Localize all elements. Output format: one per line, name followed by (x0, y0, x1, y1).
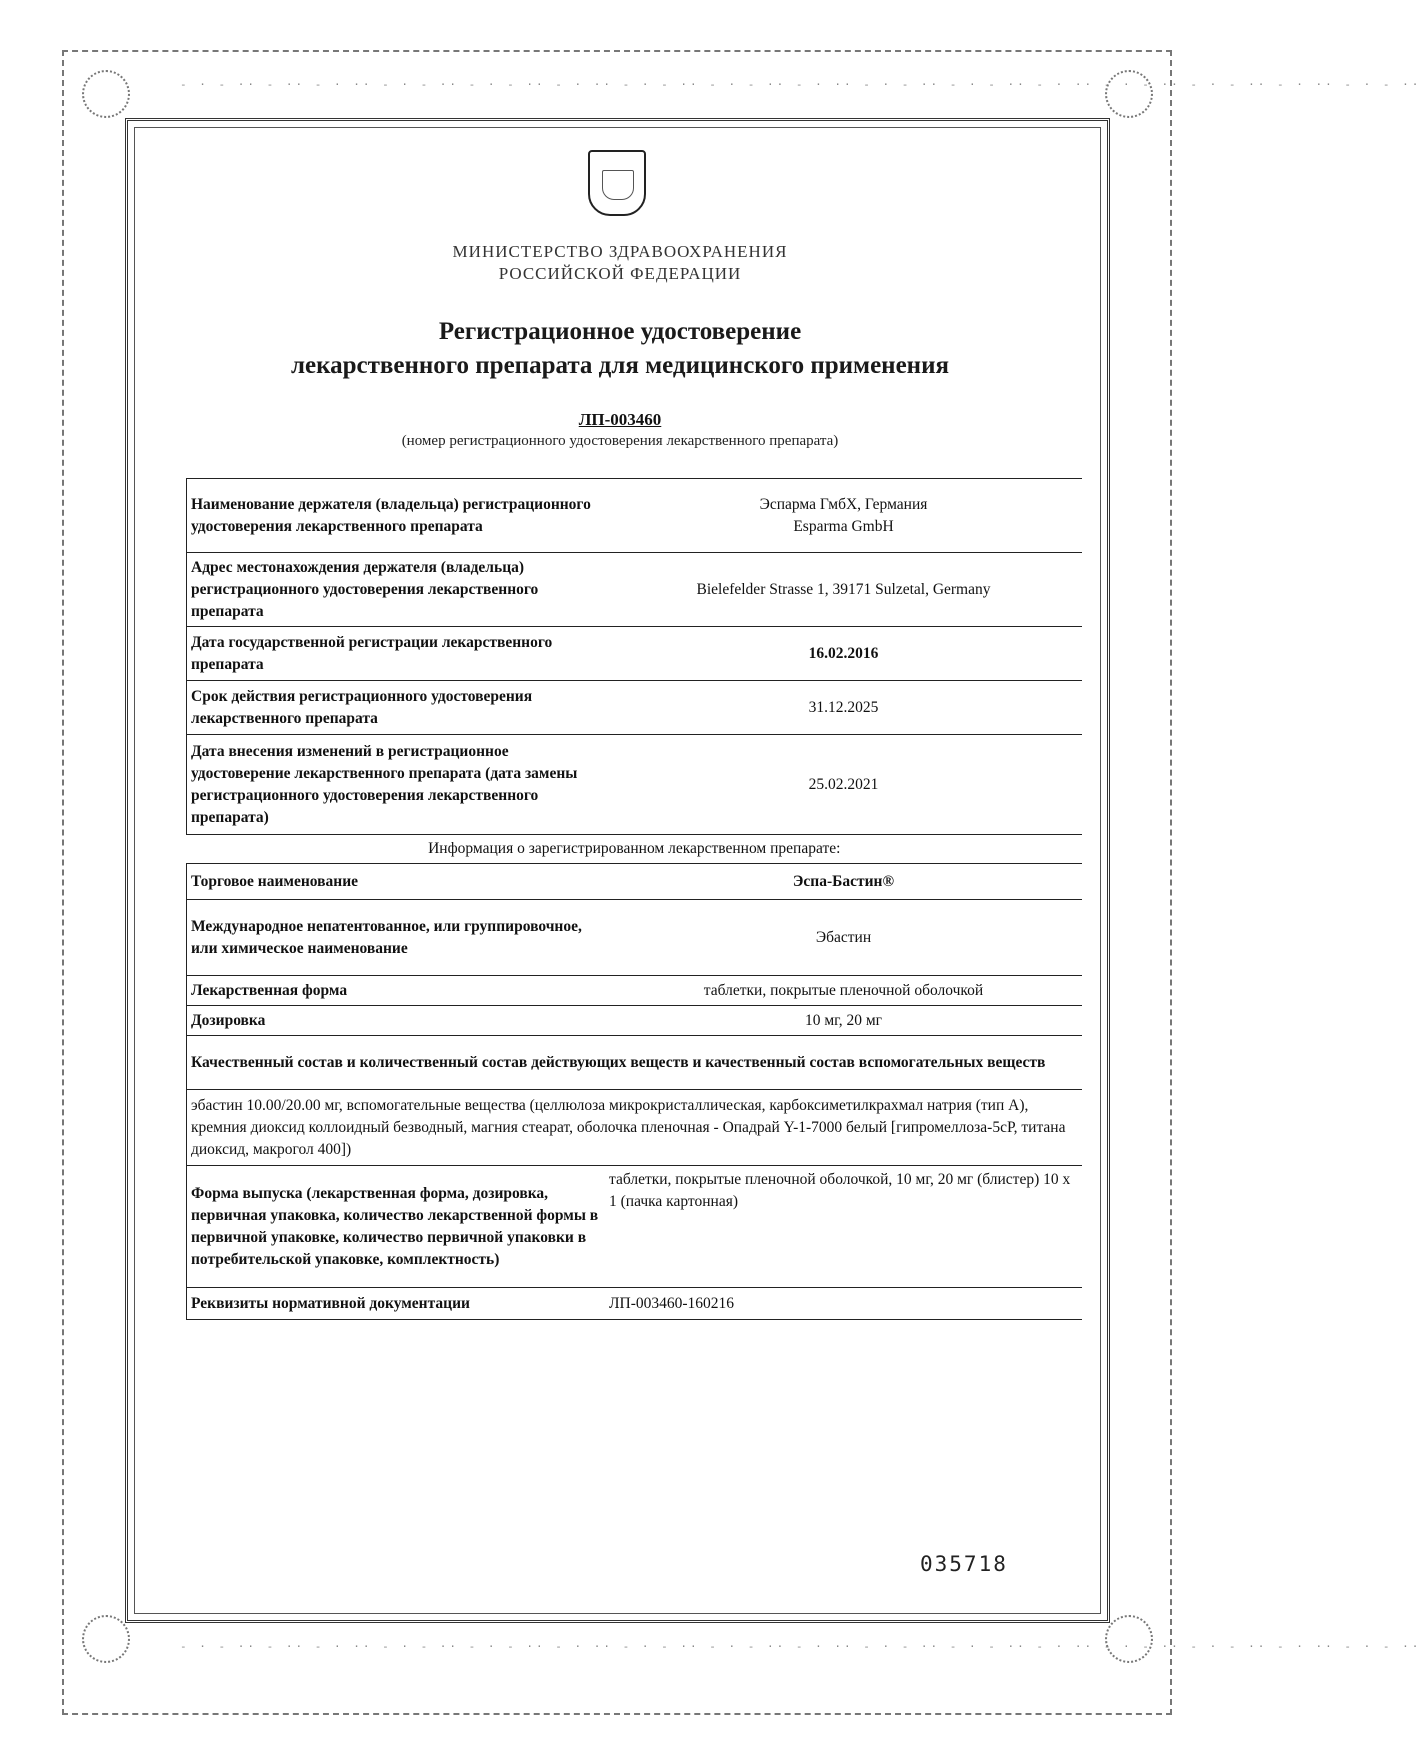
table-row (187, 1006, 1083, 1036)
ministry-name-line1: МИНИСТЕРСТВО ЗДРАВООХРАНЕНИЯ (452, 242, 788, 261)
form-serial-number: 035718 (920, 1552, 1008, 1576)
ornament-band-top: - · - ·· - ·· - · ·· - · - ·· - · - ·· - · ·· - · - ·· - · - ·· - · ·· - · - ·· - · - ·· - · ·· - · - ·· - · - ·· - · ·· - · - ·· (180, 78, 1421, 91)
form-label: Лекарственная форма (187, 976, 606, 1006)
corner-rosette-top-left (82, 70, 130, 118)
composition-label: Качественный состав и количественный состав действующих веществ и качественный состав вспомогательных веществ (187, 1036, 1083, 1090)
changes-label: Дата внесения изменений в регистрационное удостоверение лекарственного препарата (дата замены регистрационного удостоверения лекарственного препарата) (187, 735, 606, 835)
trade-name-label: Торговое наименование (187, 864, 606, 900)
registration-details-table (186, 478, 1082, 1320)
table-row (187, 681, 1083, 735)
inn-value: Эбастин (605, 900, 1082, 976)
normative-docs-value: ЛП-003460-160216 (605, 1288, 1082, 1320)
address-label: Адрес местонахождения держателя (владельца) регистрационного удостоверения лекарственного препарата (187, 553, 606, 627)
dosage-value: 10 мг, 20 мг (605, 1006, 1082, 1036)
holder-value (605, 479, 1082, 553)
release-form-value: таблетки, покрытые пленочной оболочкой, 10 мг, 20 мг (блистер) 10 х 1 (пачка картонная) (605, 1166, 1082, 1288)
registration-number-caption: (номер регистрационного удостоверения лекарственного препарата) (401, 433, 839, 449)
holder-label: Наименование держателя (владельца) регистрационного удостоверения лекарственного препарата (187, 479, 606, 553)
holder-value-en: Esparma GmbH (793, 517, 894, 535)
registration-number: ЛП-003460 (578, 410, 662, 429)
address-value: Bielefelder Strasse 1, 39171 Sulzetal, Germany (605, 553, 1082, 627)
table-row (187, 835, 1083, 864)
validity-label: Срок действия регистрационного удостоверения лекарственного препарата (187, 681, 606, 735)
ornament-band-bottom: - · - ·· - ·· - · ·· - · - ·· - · - ·· - · ·· - · - ·· - · - ·· - · ·· - · - ·· - · - ·· - · ·· - · - ·· - · - ·· - · ·· - · - ·· (180, 1640, 1421, 1653)
info-heading: Информация о зарегистрированном лекарственном препарате: (187, 835, 1083, 864)
table-row (187, 627, 1083, 681)
reg-date-value: 16.02.2016 (605, 627, 1082, 681)
dosage-label: Дозировка (187, 1006, 606, 1036)
table-row (187, 1090, 1083, 1166)
table-row (187, 900, 1083, 976)
composition-value: эбастин 10.00/20.00 мг, вспомогательные вещества (целлюлоза микрокристаллическая, карбоксиметилкрахмал натрия (тип А), кремния диоксид коллоидный безводный, магния стеарат, оболочка пленочная - Опадрай Y-1-7000 белый [гипромеллоза-5сР, титана диоксид, макрогол 400]) (187, 1090, 1083, 1166)
form-value: таблетки, покрытые пленочной оболочкой (605, 976, 1082, 1006)
holder-value-ru: Эспарма ГмбХ, Германия (759, 495, 928, 513)
ministry-name-line2: РОССИЙСКОЙ ФЕДЕРАЦИИ (498, 264, 742, 283)
table-row (187, 735, 1083, 835)
corner-rosette-bottom-left (82, 1615, 130, 1663)
document-title-line2: лекарственного препарата для медицинского применения (290, 352, 950, 379)
table-row (187, 1166, 1083, 1288)
table-row (187, 864, 1083, 900)
normative-docs-label: Реквизиты нормативной документации (187, 1288, 606, 1320)
table-row (187, 553, 1083, 627)
table-row (187, 976, 1083, 1006)
document-title-line1: Регистрационное удостоверение (438, 318, 802, 345)
coat-of-arms-emblem (588, 150, 646, 216)
trade-name-value: Эспа-Бастин® (605, 864, 1082, 900)
table-row (187, 1288, 1083, 1320)
corner-rosette-top-right (1105, 70, 1153, 118)
table-row (187, 479, 1083, 553)
reg-date-label: Дата государственной регистрации лекарственного препарата (187, 627, 606, 681)
corner-rosette-bottom-right (1105, 1615, 1153, 1663)
changes-value: 25.02.2021 (605, 735, 1082, 835)
inn-label: Международное непатентованное, или группировочное, или химическое наименование (187, 900, 606, 976)
table-row (187, 1036, 1083, 1090)
release-form-label: Форма выпуска (лекарственная форма, дозировка, первичная упаковка, количество лекарственной формы в первичной упаковке, количество первичной упаковки в потребительской упаковке, комплектность) (187, 1166, 606, 1288)
validity-value: 31.12.2025 (605, 681, 1082, 735)
